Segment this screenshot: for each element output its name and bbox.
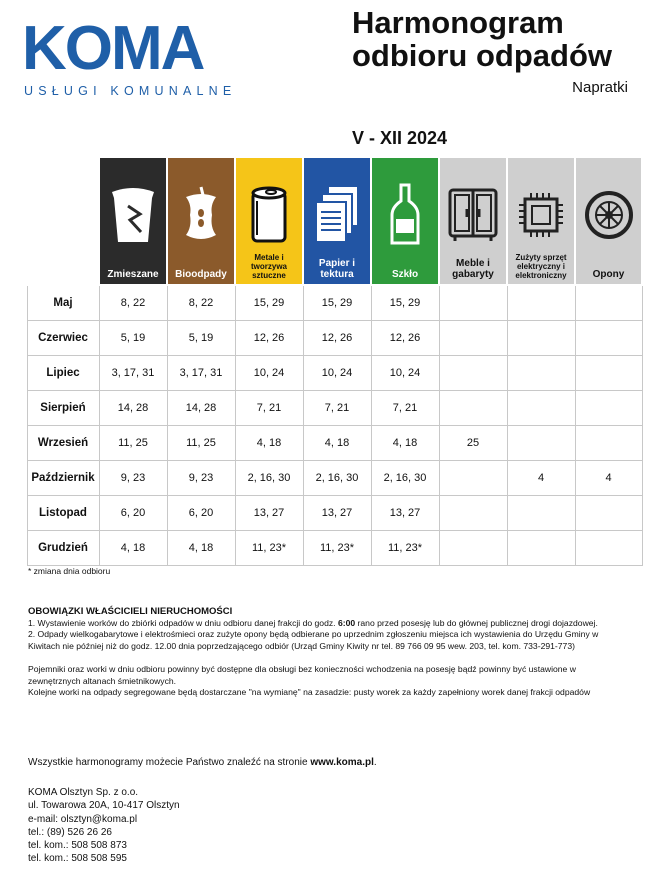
- contact-phone: tel.: (89) 526 26 26: [28, 826, 112, 838]
- contact-mobile-2: tel. kom.: 508 508 595: [28, 853, 127, 865]
- date-cell: 4, 18: [99, 531, 167, 566]
- month-cell: Grudzień: [27, 531, 99, 566]
- date-cell: 12, 26: [371, 321, 439, 356]
- logo-brand: KOMA: [22, 14, 204, 83]
- containers-note: Pojemniki oraz worki w dniu odbioru powinny być dostępne dla obsługi bez konieczności wchodzenia na posesję bądź powinny być ustawione w zewnętrznych altanach śmietnikowych.: [28, 664, 576, 686]
- date-cell: 9, 23: [99, 461, 167, 496]
- table-row: [27, 496, 642, 531]
- date-cell: 3, 17, 31: [99, 356, 167, 391]
- table-row: [27, 391, 642, 426]
- tire-icon: [584, 190, 634, 240]
- date-cell: 11, 25: [99, 426, 167, 461]
- month-cell: Sierpień: [27, 391, 99, 426]
- date-cell: 12, 26: [235, 321, 303, 356]
- obligation-1-time: 6:00: [337, 617, 356, 628]
- table-row: [27, 426, 642, 461]
- date-cell: 5, 19: [167, 321, 235, 356]
- month-cell: Czerwiec: [27, 321, 99, 356]
- date-cell: 6, 20: [167, 496, 235, 531]
- trash-bin-icon: [108, 184, 158, 246]
- label-elektro: Zużyty sprzęt elektryczny i elektroniczny: [515, 253, 567, 280]
- contact-block: [28, 786, 180, 866]
- date-cell: [575, 285, 642, 321]
- table-row: [27, 461, 642, 496]
- website-text: Wszystkie harmonogramy możecie Państwo znaleźć na stronie: [28, 757, 311, 768]
- schedule-table: [26, 156, 643, 566]
- obligation-1-text-end: rano przed posesję lub do głównej publicznej drogi dojazdowej.: [355, 617, 598, 628]
- date-cell: [439, 461, 507, 496]
- label-papier: Papier i tektura: [318, 258, 356, 280]
- month-cell: Listopad: [27, 496, 99, 531]
- date-cell: [507, 321, 575, 356]
- date-cell: 10, 24: [303, 356, 371, 391]
- contact-address: ul. Towarowa 20A, 10-417 Olsztyn: [28, 800, 180, 812]
- date-cell: 2, 16, 30: [303, 461, 371, 496]
- obligations-section: [28, 606, 618, 699]
- date-cell: 4: [507, 461, 575, 496]
- date-cell: [439, 356, 507, 391]
- date-cell: 13, 27: [235, 496, 303, 531]
- date-cell: 12, 26: [303, 321, 371, 356]
- apple-core-icon: [176, 183, 226, 247]
- header-papier: [303, 157, 371, 285]
- date-cell: [439, 531, 507, 566]
- date-cell: 4, 18: [371, 426, 439, 461]
- date-cell: [575, 531, 642, 566]
- date-cell: [439, 285, 507, 321]
- date-cell: 4, 18: [303, 426, 371, 461]
- bottle-icon: [388, 183, 422, 247]
- date-cell: [507, 426, 575, 461]
- header-zmieszane: [99, 157, 167, 285]
- date-cell: 25: [439, 426, 507, 461]
- date-cell: 15, 29: [371, 285, 439, 321]
- bags-note: Kolejne worki na odpady segregowane będą dostarczane "na wymianę" na zasadzie: pusty worek za każdy zapełniony worek danej frakcji odpadów: [28, 687, 591, 697]
- date-cell: [439, 321, 507, 356]
- can-icon: [249, 185, 289, 245]
- change-note: * zmiana dnia odbioru: [28, 566, 111, 576]
- header-metale: [235, 157, 303, 285]
- date-cell: 4, 18: [167, 531, 235, 566]
- website-link[interactable]: www.koma.pl: [310, 757, 374, 768]
- chip-icon: [515, 189, 567, 241]
- header-meble: [439, 157, 507, 285]
- header-bioodpady: [167, 157, 235, 285]
- date-cell: 9, 23: [167, 461, 235, 496]
- date-cell: 8, 22: [167, 285, 235, 321]
- date-cell: [575, 321, 642, 356]
- header-szklo: [371, 157, 439, 285]
- wardrobe-icon: [447, 187, 499, 243]
- paper-icon: [312, 184, 362, 246]
- label-opony: Opony: [592, 269, 625, 280]
- table-row: [27, 531, 642, 566]
- month-cell: Październik: [27, 461, 99, 496]
- obligation-1: [28, 618, 618, 630]
- date-cell: 7, 21: [235, 391, 303, 426]
- date-cell: [575, 496, 642, 531]
- date-cell: [507, 391, 575, 426]
- header-opony: [575, 157, 642, 285]
- logo-tagline: USŁUGI KOMUNALNE: [24, 84, 237, 98]
- month-cell: Maj: [27, 285, 99, 321]
- date-cell: 10, 24: [371, 356, 439, 391]
- contact-company: KOMA Olsztyn Sp. z o.o.: [28, 787, 139, 798]
- date-cell: 7, 21: [303, 391, 371, 426]
- title-line-2: odbioru odpadów: [352, 38, 613, 73]
- header-row: [27, 157, 642, 285]
- date-cell: 3, 17, 31: [167, 356, 235, 391]
- date-cell: 11, 25: [167, 426, 235, 461]
- date-cell: [439, 496, 507, 531]
- date-cell: 14, 28: [167, 391, 235, 426]
- date-cell: 15, 29: [235, 285, 303, 321]
- date-cell: 7, 21: [371, 391, 439, 426]
- obligations-heading: OBOWIĄZKI WŁAŚCICIELI NIERUCHOMOŚCI: [28, 606, 233, 617]
- label-bioodpady: Bioodpady: [175, 269, 227, 280]
- date-cell: [507, 496, 575, 531]
- date-cell: [507, 285, 575, 321]
- month-cell: Lipiec: [27, 356, 99, 391]
- date-cell: [575, 356, 642, 391]
- website-line: [28, 757, 377, 768]
- contact-mobile-1: tel. kom.: 508 508 873: [28, 840, 127, 852]
- date-cell: [507, 356, 575, 391]
- month-cell: Wrzesień: [27, 426, 99, 461]
- date-cell: [575, 426, 642, 461]
- date-cell: 11, 23*: [371, 531, 439, 566]
- date-cell: 10, 24: [235, 356, 303, 391]
- date-cell: 13, 27: [303, 496, 371, 531]
- date-cell: 14, 28: [99, 391, 167, 426]
- date-cell: 15, 29: [303, 285, 371, 321]
- date-cell: 13, 27: [371, 496, 439, 531]
- date-cell: 6, 20: [99, 496, 167, 531]
- label-meble: Meble i gabaryty: [452, 258, 494, 280]
- label-zmieszane: Zmieszane: [107, 269, 159, 280]
- header-elektro: [507, 157, 575, 285]
- date-cell: [507, 531, 575, 566]
- koma-logo: [22, 14, 292, 98]
- date-cell: 2, 16, 30: [371, 461, 439, 496]
- table-row: [27, 285, 642, 321]
- title-line-1: Harmonogram: [352, 5, 564, 40]
- date-cell: 11, 23*: [235, 531, 303, 566]
- date-cell: [575, 391, 642, 426]
- table-row: [27, 356, 642, 391]
- label-szklo: Szkło: [391, 269, 419, 280]
- label-metale: Metale i tworzywa sztuczne: [250, 253, 287, 280]
- date-cell: 4: [575, 461, 642, 496]
- obligation-2: 2. Odpady wielkogabarytowe i elektrośmieci oraz zużyte opony będą odbierane po uprzednim zgłoszeniu miejsca ich wystawienia do Urzędu Gminy w Kiwitach nie później niż do godz. 12.00 dnia poprzedzającego odbiór (Urząd Gminy Kiwity nr tel. 89 766 09 95 wew. 203, tel. kom. 733-291-773): [28, 629, 599, 651]
- contact-email[interactable]: e-mail: olsztyn@koma.pl: [28, 813, 138, 825]
- date-cell: [439, 391, 507, 426]
- corner-cell: [27, 157, 99, 285]
- date-cell: 5, 19: [99, 321, 167, 356]
- date-cell: 11, 23*: [303, 531, 371, 566]
- date-cell: 2, 16, 30: [235, 461, 303, 496]
- page-title: [352, 6, 612, 72]
- table-row: [27, 321, 642, 356]
- website-dot: .: [373, 757, 377, 768]
- date-cell: 4, 18: [235, 426, 303, 461]
- obligation-1-text: 1. Wystawienie worków do zbiórki odpadów w dniu odbioru danej frakcji do godz.: [28, 617, 338, 628]
- town-name: Napratki: [572, 79, 628, 96]
- period-label: V - XII 2024: [352, 128, 448, 148]
- date-cell: 8, 22: [99, 285, 167, 321]
